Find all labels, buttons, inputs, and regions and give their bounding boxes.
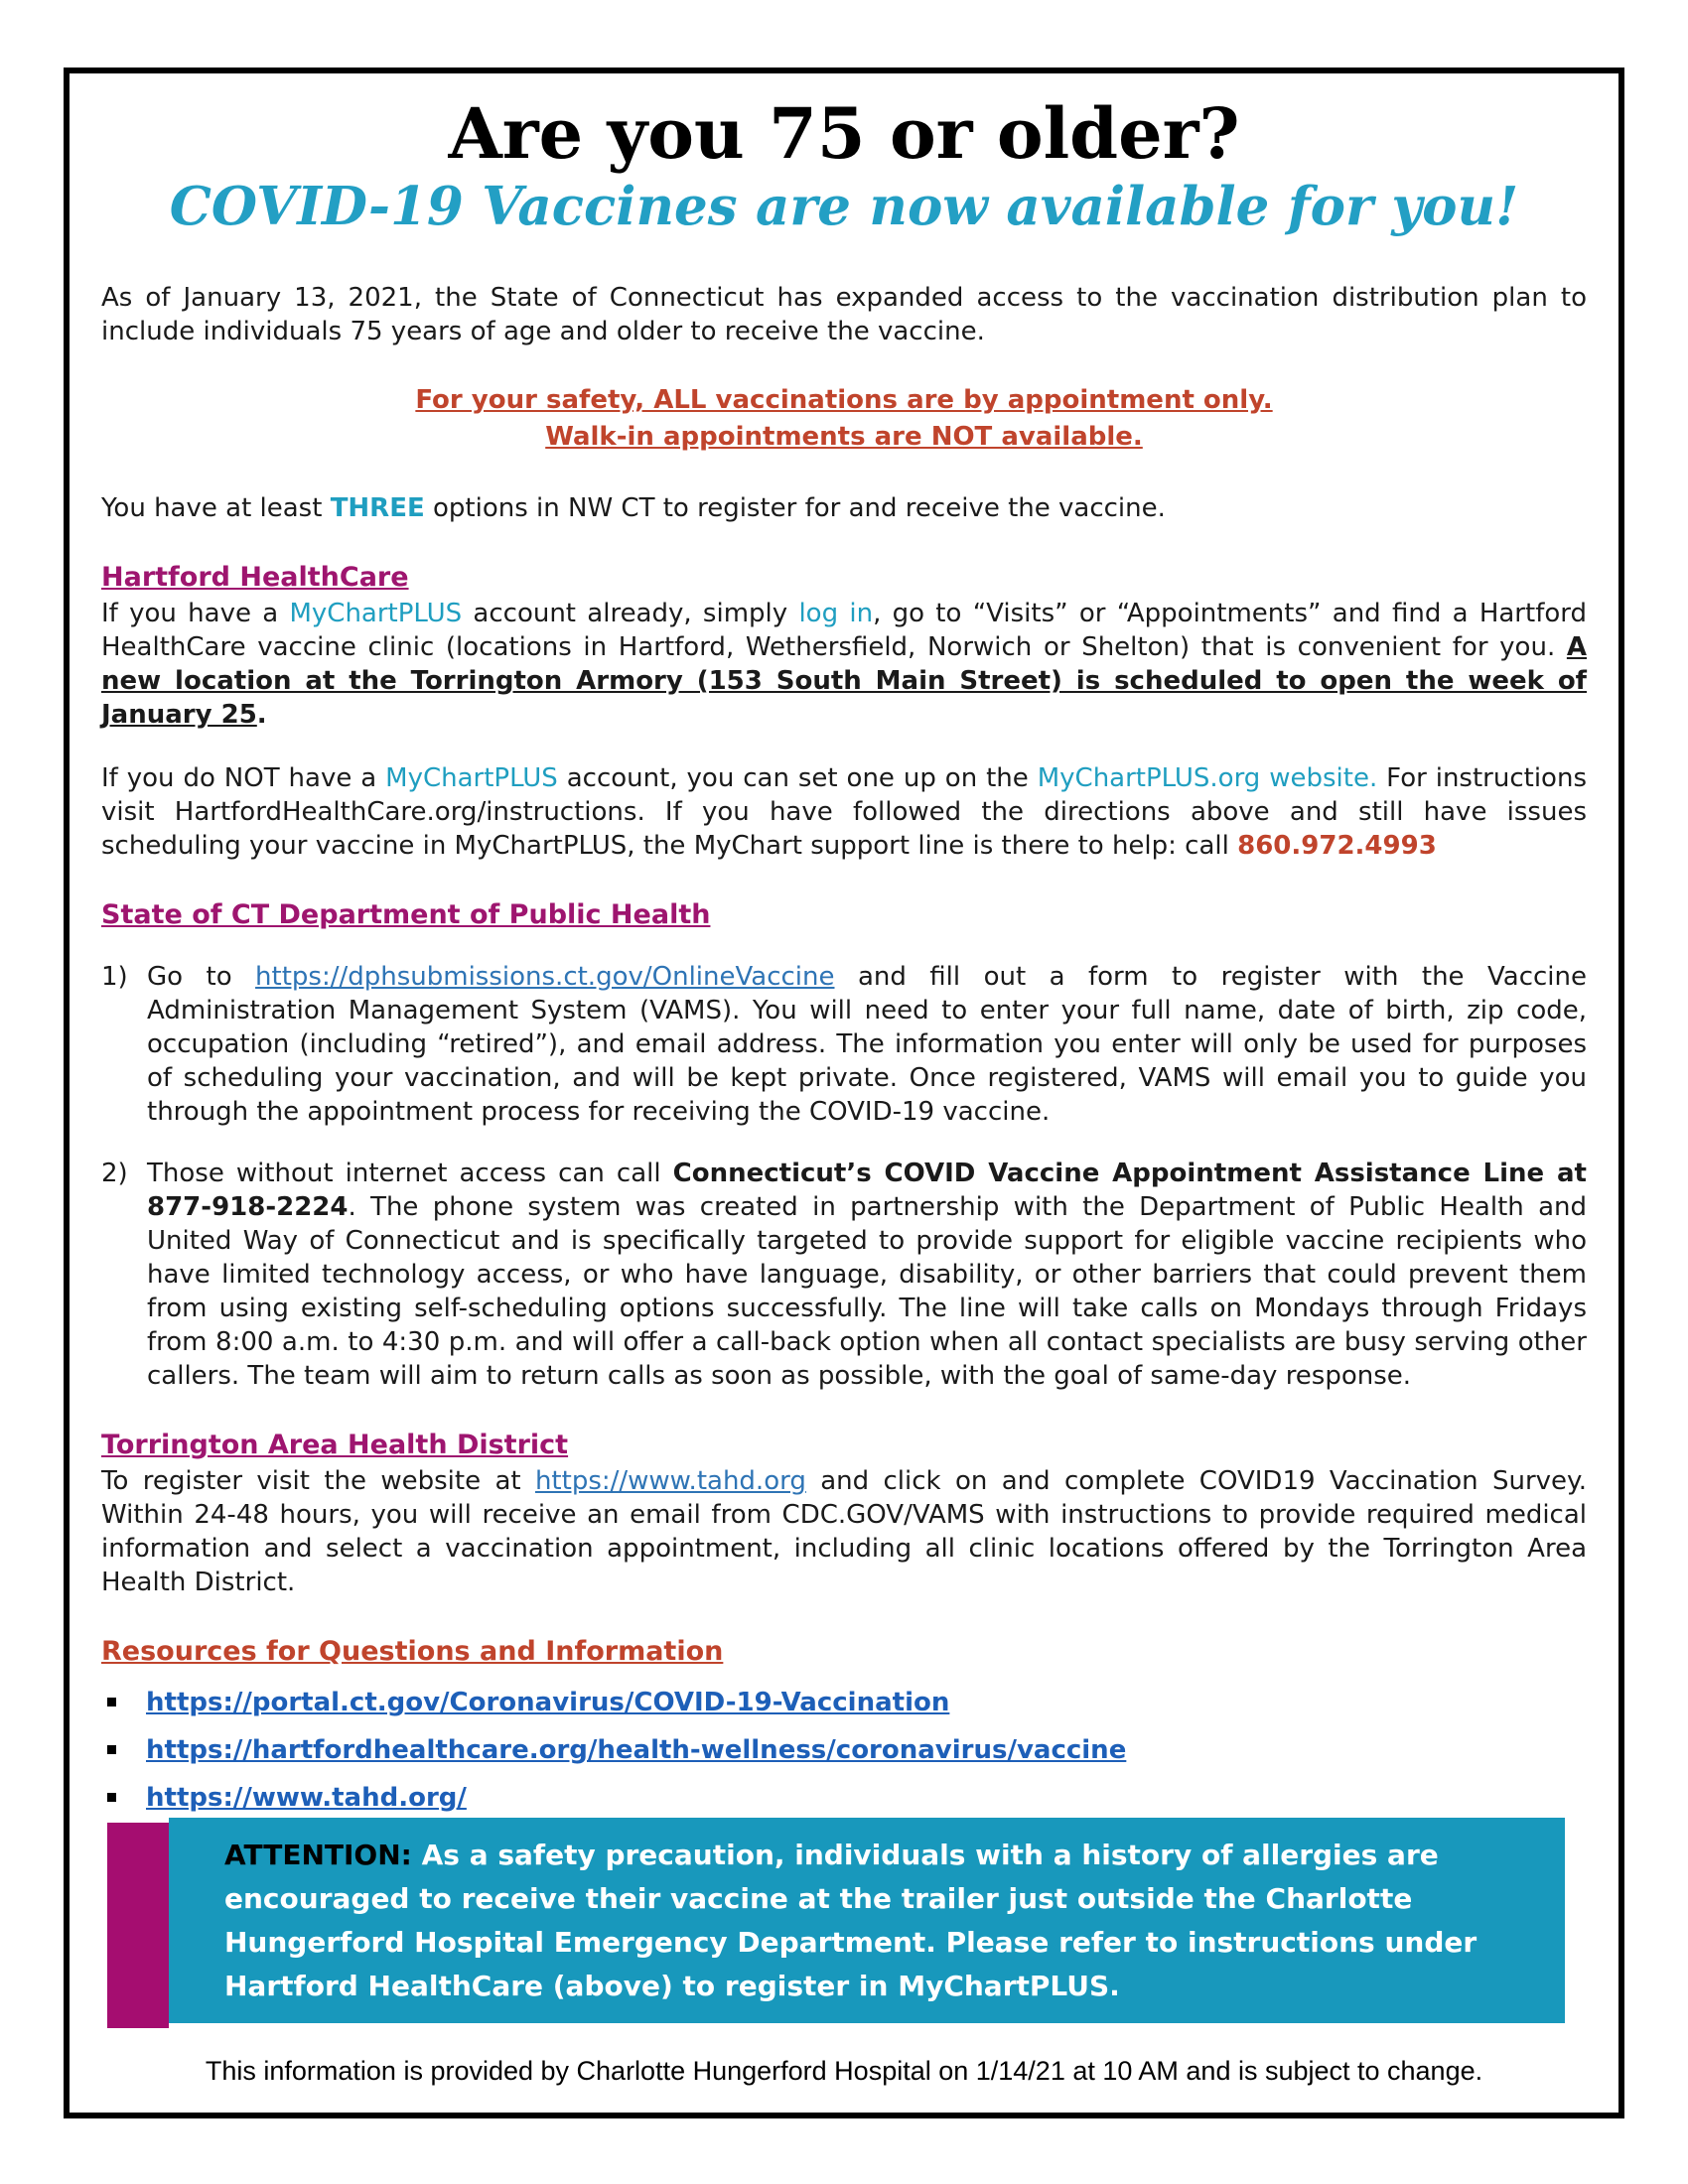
page-subtitle: COVID-19 Vaccines are now available for you! [169,176,1519,238]
resource-link-ct-portal[interactable]: https://portal.ct.gov/Coronavirus/COVID-19-Vaccination [146,1688,950,1718]
item-1-text [147,960,1587,1129]
tahd-website-link[interactable]: https://www.tahd.org [534,1466,806,1497]
numbered-item-2 [101,1157,1587,1393]
three-highlight: THREE [330,493,425,524]
resource-link-tahd[interactable]: https://www.tahd.org/ [146,1783,467,1814]
resource-links-list [101,1675,1587,1818]
item-2-text [147,1157,1587,1393]
square-bullet-icon [107,1698,116,1706]
footer-disclaimer: This information is provided by Charlotte Hungerford Hospital on 1/14/21 at 10 AM and is subject to change. [205,2056,1483,2086]
resource-link-hartford-healthcare[interactable]: https://hartfordhealthcare.org/health-wellness/coronavirus/vaccine [146,1735,1127,1766]
text-run: , go to “Visits” or “Appointments” and find a Hartford HealthCare vaccine clinic (locations in Hartford, Wethersfield, Norwich or Shelton) that is convenient for you. [101,599,1587,663]
attention-callout [107,1818,1565,2023]
attention-magenta-bar [107,1823,169,2028]
mychart-support-phone: 860.972.4993 [1237,831,1437,862]
square-bullet-icon [107,1745,116,1754]
page-title: Are you 75 or older? [448,92,1240,175]
list-item [101,1683,1587,1722]
attention-label: ATTENTION: [224,1839,412,1872]
text-run: For instructions visit HartfordHealthCare.org/instructions. If you have followed the directions above and still have issues scheduling your vaccine in MyChartPLUS, the MyChart support line is there to help: call [101,763,1587,862]
text-run: . [256,700,267,731]
appointment-warning [101,382,1587,456]
attention-message-box [169,1818,1565,2023]
text-run: . The phone system was created in partnership with the Department of Public Health and United Way of Connecticut and is specifically targeted to provide support for eligible vaccine recipients who have limited technology access, or who have language, disability, or other barriers that could prevent them from using existing self-scheduling options successfully. The line will take calls on Mondays through Fridays from 8:00 a.m. to 4:30 p.m. and will offer a call-back option when all contact specialists are busy serving other callers. The team will aim to return calls as soon as possible, with the goal of same-day response. [147,1192,1587,1392]
intro-paragraph: As of January 13, 2021, the State of Connecticut has expanded access to the vaccination distribution plan to include individuals 75 years of age and older to receive the vaccine. [101,283,1587,347]
warning-line-1 [101,382,1587,419]
square-bullet-icon [107,1793,116,1802]
log-in-text: log in [798,599,874,629]
section-heading-hartford-healthcare: Hartford HealthCare [101,562,409,594]
options-prefix: You have at least [101,493,331,524]
section-heading-resources: Resources for Questions and Information [101,1636,724,1668]
text-run: To register visit the website at [101,1466,535,1497]
text-run: If you have a [101,599,290,629]
attention-text: As a safety precaution, individuals with a history of allergies are encouraged to receive their vaccine at the trailer just outside the Charlotte Hungerford Hospital Emergency Department. Please refer to instructions under Hartford HealthCare (above) to register in MyChartPLUS. [224,1839,1477,2003]
text-run: account, you can set one up on the [557,763,1038,794]
list-item [101,1778,1587,1818]
item-number: 2) [101,1159,128,1189]
section-heading-torrington-area-health-district: Torrington Area Health District [101,1430,569,1461]
text-run: If you do NOT have a [101,763,386,794]
hartford-paragraph-2 [101,761,1587,863]
text-run: and fill out a form to register with the Vaccine Administration Management System (VAMS). You will need to enter your full name, date of birth, zip code, occupation (including “retired”), and email address. The information you enter will only be used for purposes of scheduling your vaccination, and will be kept private. Once registered, VAMS will email you to guide you through the appointment process for receiving the COVID-19 vaccine. [147,962,1587,1128]
dph-online-vaccine-link[interactable]: https://dphsubmissions.ct.gov/OnlineVaccine [255,962,835,993]
text-run: Go to [147,962,256,993]
mychartplus-org-website-text: MyChartPLUS.org website. [1037,763,1378,794]
assistance-line-phone: Connecticut’s COVID Vaccine Appointment Assistance Line at 877-918-2224 [147,1159,1587,1223]
torrington-armory-announcement: A new location at the Torrington Armory (153 South Main Street) is scheduled to open the week of January 25 [101,632,1587,731]
list-item [101,1730,1587,1770]
torrington-paragraph [101,1464,1587,1599]
flyer-border-frame [64,68,1624,2118]
section-heading-state-of-ct-dph: State of CT Department of Public Health [101,899,711,931]
options-line [101,491,1587,525]
warning-text-2: Walk-in appointments are NOT available. [545,422,1143,453]
brand-mychartplus: MyChartPLUS [289,599,463,629]
options-suffix: options in NW CT to register for and receive the vaccine. [424,493,1166,524]
text-run: Those without internet access can call [147,1159,673,1189]
item-number: 1) [101,962,128,993]
warning-text-1: For your safety, ALL vaccinations are by appointment only. [415,385,1273,416]
brand-mychartplus: MyChartPLUS [385,763,558,794]
numbered-item-1 [101,960,1587,1129]
warning-line-2 [101,419,1587,456]
hartford-paragraph-1 [101,597,1587,732]
text-run: account already, simply [462,599,799,629]
text-run: and click on and complete COVID19 Vaccination Survey. Within 24-48 hours, you will receive an email from CDC.GOV/VAMS with instructions to provide required medical information and select a vaccination appointment, including all clinic locations offered by the Torrington Area Health District. [101,1466,1587,1598]
